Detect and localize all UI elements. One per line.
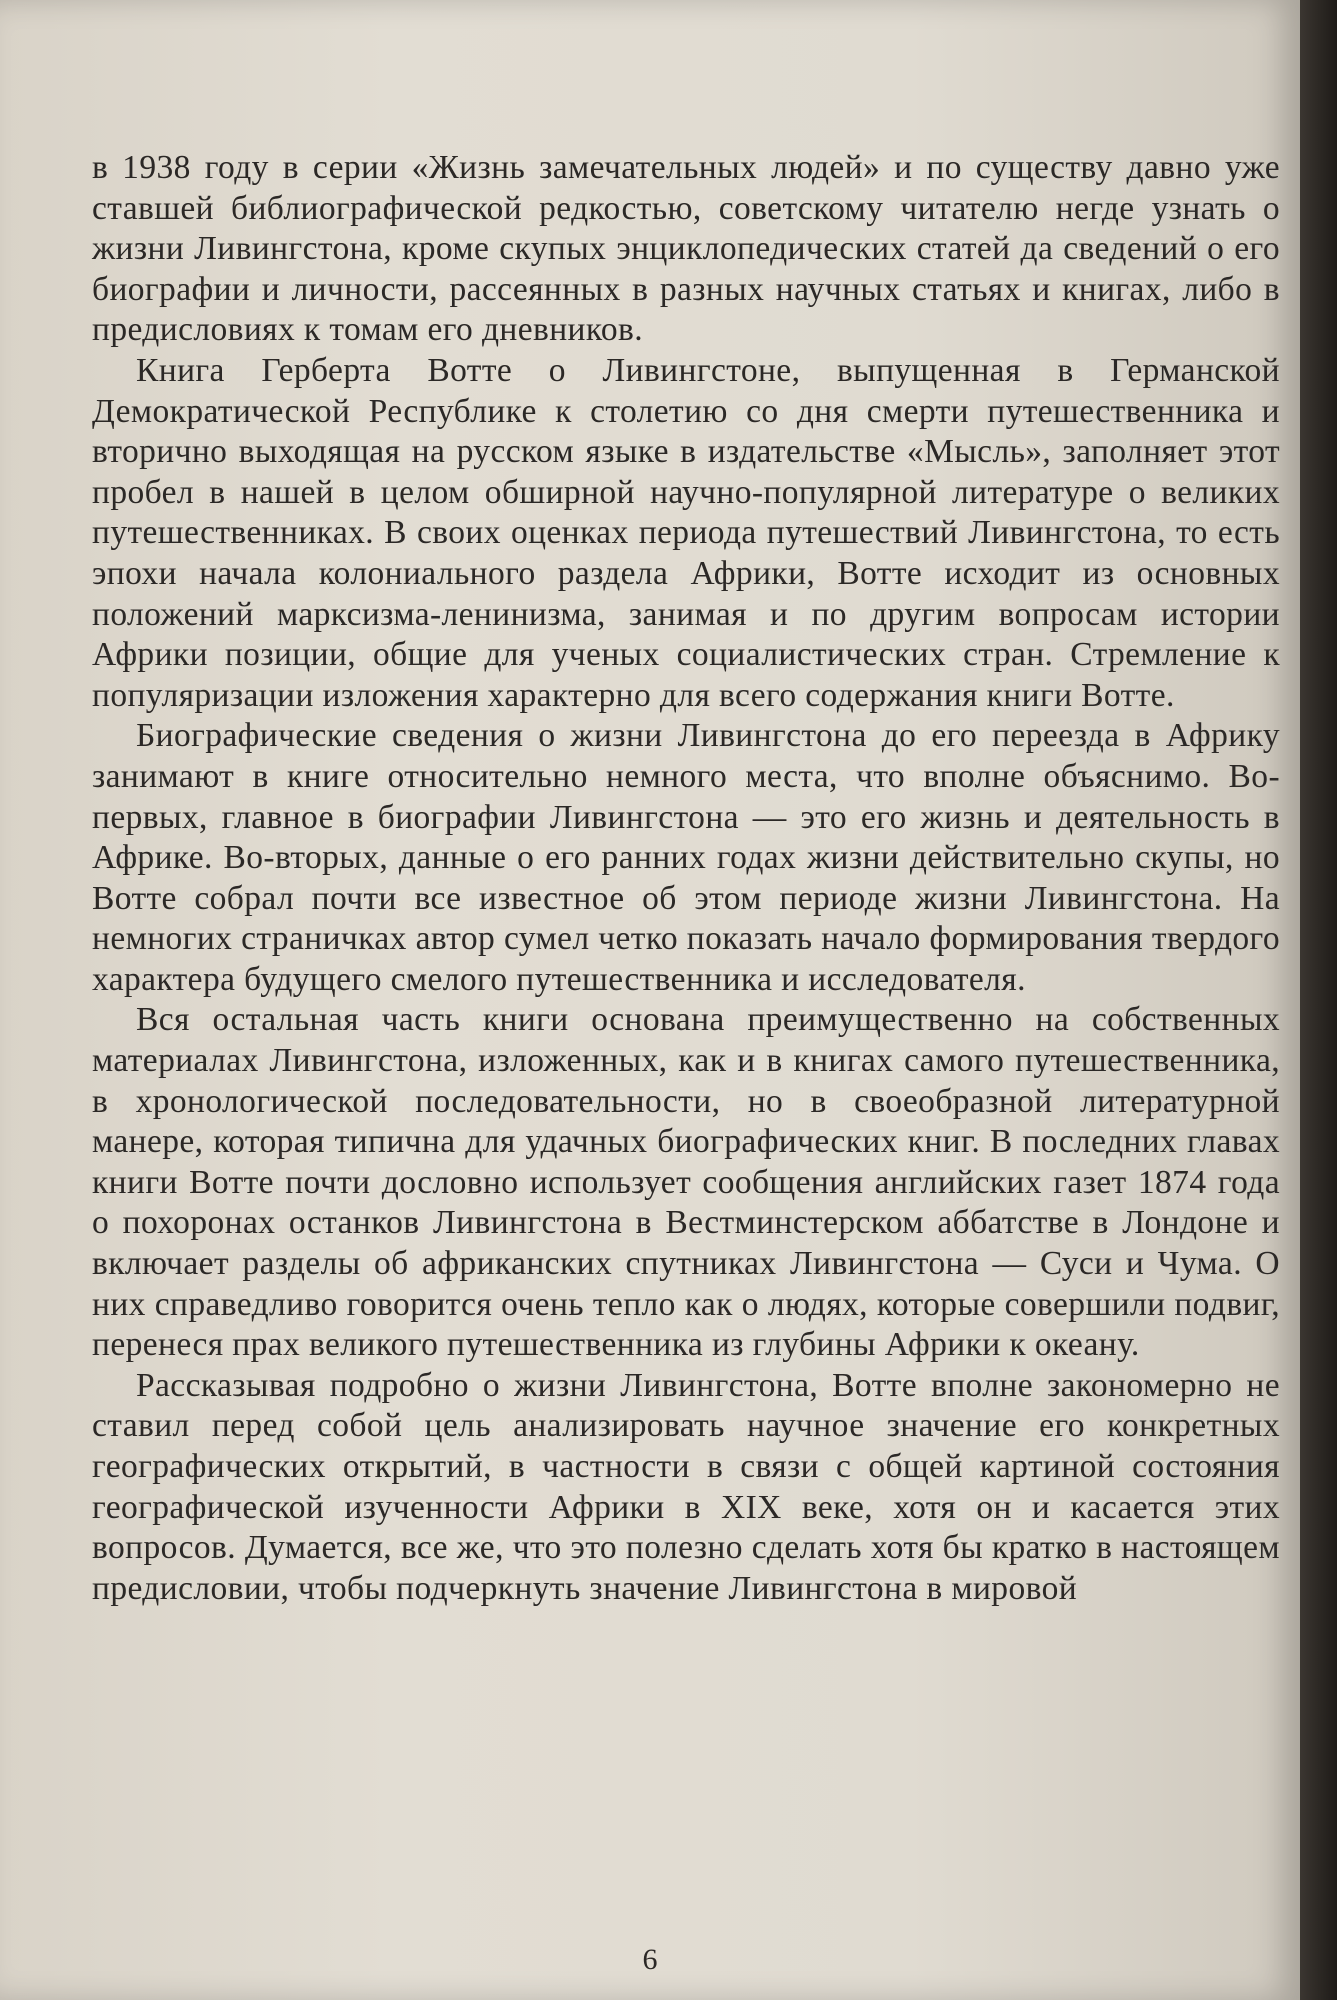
paragraph-4: Вся остальная часть книги основана преимущественно на собственных материалах Ливингстона, изложенных, как и в книгах самого путешественника, в хронологической последовательности, но в своеобразной литературной манере, которая типична для удачных биографических книг. В последних главах книги Вотте почти дословно использует сообщения английских газет 1874 года о похоронах останков Ливингстона в Вестминстерском аббатстве в Лондоне и включает разделы об африканских спутниках Ливингстона — Суси и Чума. О них справедливо говорится очень тепло как о людях, которые совершили подвиг, перенеся прах великого путешественника из глубины Африки к океану. [92,1001,1280,1364]
paragraph-1: в 1938 году в серии «Жизнь замечательных людей» и по существу давно уже ставшей библиографической редкостью, советскому читателю негде узнать о жизни Ливингстона, кроме скупых энциклопедических статей да сведений о его биографии и личности, рассеянных в разных научных статьях и книгах, либо в предисловиях к томам его дневников. [92,149,1280,349]
paragraph-3: Биографические сведения о жизни Ливингстона до его переезда в Африку занимают в книге относительно немного места, что вполне объяснимо. Во-первых, главное в биографии Ливингстона — это его жизнь и деятельность в Африке. Во-вторых, данные о его ранних годах жизни действительно скупы, но Вотте собрал почти все известное об этом периоде жизни Ливингстона. На немногих страничках автор сумел четко показать начало формирования твердого характера будущего смелого путешественника и исследователя. [92,717,1280,998]
paragraph-2: Книга Герберта Вотте о Ливингстоне, выпущенная в Германской Демократической Республике к столетию со дня смерти путешественника и вторично выходящая на русском языке в издательстве «Мысль», заполняет этот пробел в нашей в целом обширной научно-популярной литературе о великих путешественниках. В своих оценках периода путешествий Ливингстона, то есть эпохи начала колониального раздела Африки, Вотте исходит из основных положений марксизма-ленинизма, занимая и по другим вопросам истории Африки позиции, общие для ученых социалистических стран. Стремление к популяризации изложения характерно для всего содержания книги Вотте. [92,351,1280,714]
book-edge [1300,0,1337,2000]
body-text [92,148,1280,1609]
paragraph-5: Рассказывая подробно о жизни Ливингстона, Вотте вполне закономерно не ставил перед собой цель анализировать научное значение его конкретных географических открытий, в частности в связи с общей картиной состояния географической изученности Африки в XIX веке, хотя он и касается этих вопросов. Думается, все же, что это полезно сделать хотя бы кратко в настоящем предисловии, чтобы подчеркнуть значение Ливингстона в мировой [92,1366,1280,1607]
page-number: 6 [642,1943,658,1976]
